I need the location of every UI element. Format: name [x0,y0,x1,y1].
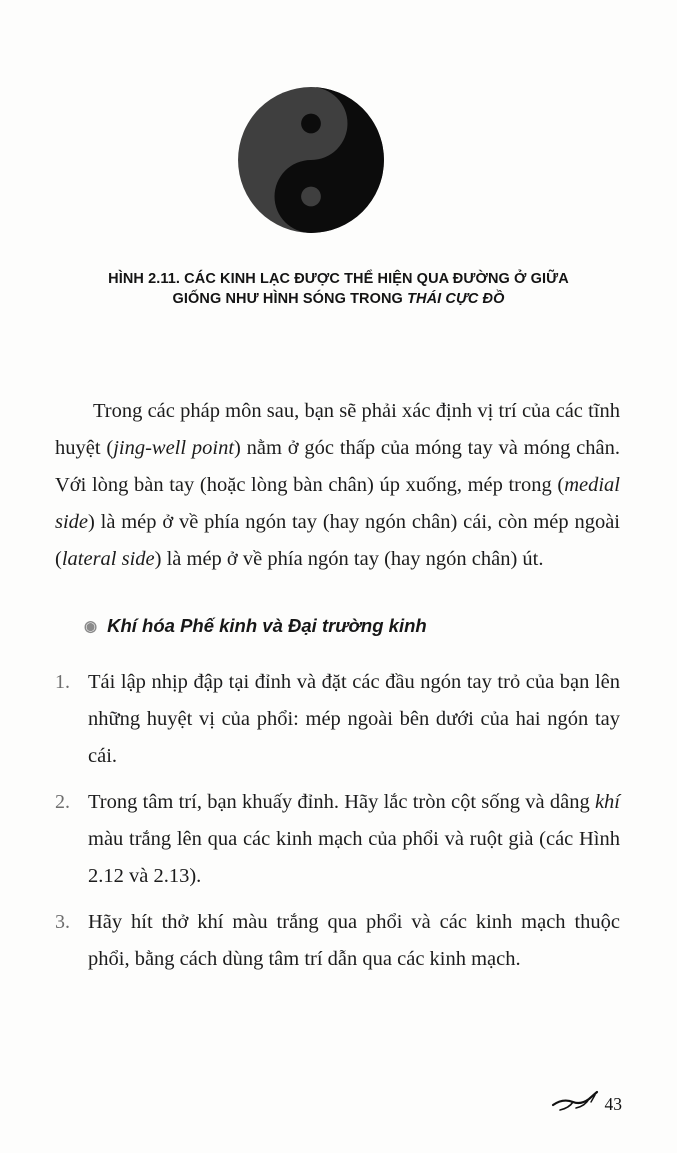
body-paragraph [55,393,620,578]
page-footer [551,1089,623,1113]
text-segment-italic: lateral side [61,548,155,570]
yin-yang-dark-dot [301,114,321,134]
section-heading [84,614,620,638]
list-item-number: 2. [55,791,70,813]
figure-2-11 [0,84,677,241]
list-item [55,664,620,775]
list-item-number: 3. [55,911,70,933]
page-number: 43 [604,1093,622,1114]
text-segment: Trong tâm trí, bạn khuấy đỉnh. Hãy lắc tròn cột sống và dâng [88,791,595,813]
figure-caption [0,269,677,309]
list-item-number: 1. [55,671,70,693]
text-segment: màu trắng lên qua các kinh mạch của phổi và ruột già (các Hình 2.12 và 2.13). [88,828,620,887]
text-segment: Trong các pháp môn sau, bạn sẽ phải xác định vị trí của các tĩnh huyệt ( [55,400,620,459]
list-item-text [88,664,620,775]
list-item [55,784,620,895]
caption-line-2: GIỐNG NHƯ HÌNH SÓNG TRONG [172,291,408,307]
text-segment: ) là mép ở về phía ngón tay (hay ngón chân) út. [154,548,544,570]
text-segment-italic: medial side [55,474,620,533]
text-segment: Hãy hít thở khí màu trắng qua phổi và các kinh mạch thuộc phổi, bằng cách dùng tâm trí dẫn qua các kinh mạch. [88,911,620,970]
yin-yang-icon [235,84,387,236]
section-heading-text: Khí hóa Phế kinh và Đại trường kinh [107,615,427,636]
text-segment: ) nằm ở góc thấp của móng tay và móng chân. Với lòng bàn tay (hoặc lòng bàn chân) úp xuống, mép trong ( [55,437,621,496]
text-segment-italic: jing-well point [113,437,235,459]
yin-yang-light-dot [301,187,321,207]
text-segment: ) là mép ở về phía ngón tay (hay ngón chân) cái, còn mép ngoài ( [55,511,620,570]
steps-list [55,664,620,978]
text-segment-italic: khí [594,791,620,813]
list-item-text [88,784,620,895]
bird-sketch-icon [551,1089,601,1113]
text-segment: Tái lập nhịp đập tại đỉnh và đặt các đầu ngón tay trỏ của bạn lên những huyệt vị của phổi: mép ngoài bên dưới của hai ngón tay cái. [88,671,620,767]
list-item [55,904,620,978]
section-bullet-icon: ◉ [84,617,98,635]
list-item-text [88,904,620,978]
caption-line-2-italic: THÁI CỰC ĐỒ [407,291,505,307]
caption-line-1: HÌNH 2.11. CÁC KINH LẠC ĐƯỢC THỂ HIỆN QUA ĐƯỜNG Ở GIỮA [108,271,569,287]
